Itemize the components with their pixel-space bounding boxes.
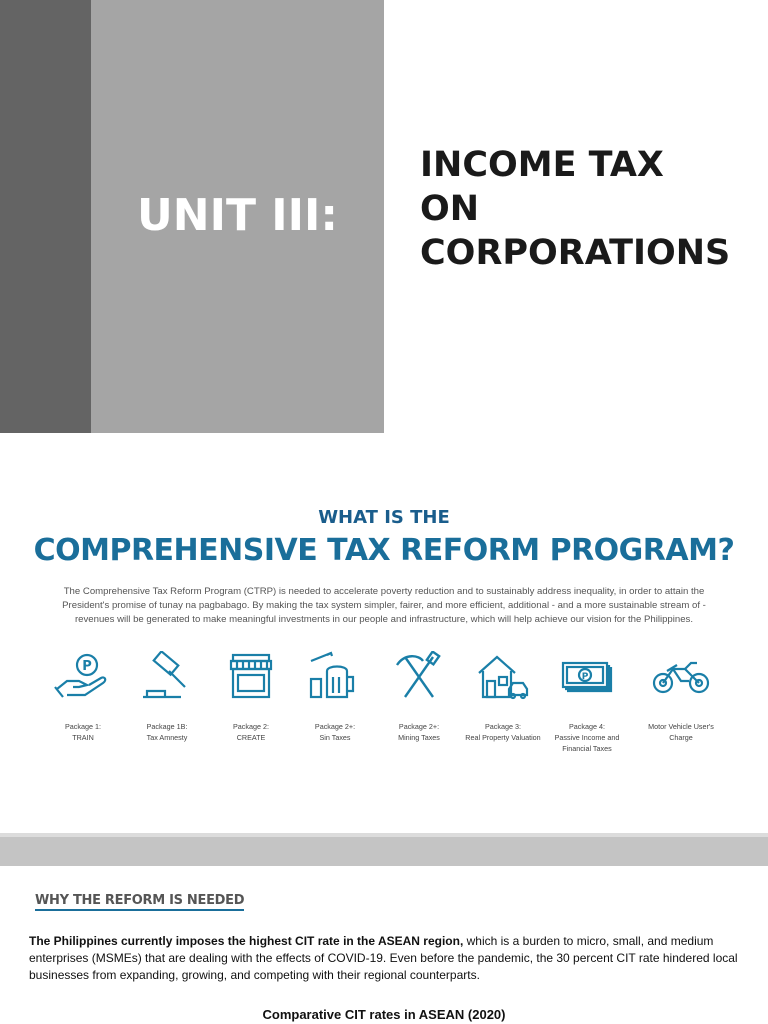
package-line1: Package 2: (233, 722, 269, 731)
package-line1: Package 1: (65, 722, 101, 731)
package-line1: Package 2+: (314, 722, 356, 731)
slide-title (420, 143, 730, 275)
body-bold: The Philippines currently imposes the highest CIT rate in the ASEAN region, (29, 934, 464, 948)
package-real-property (460, 651, 546, 743)
title-line-3: CORPORATIONS (420, 233, 731, 273)
svg-text:P: P (82, 659, 92, 674)
package-mining-taxes (376, 651, 462, 743)
heading-small: WHAT IS THE (318, 507, 450, 528)
package-motor-vehicle (638, 651, 724, 743)
ctrp-slide (0, 433, 768, 833)
storefront-icon (221, 651, 281, 703)
package-line1: Package 2+: (398, 722, 440, 731)
title-slide (0, 0, 768, 433)
heading-large: COMPREHENSIVE TAX REFORM PROGRAM? (33, 533, 735, 568)
package-line2: Mining Taxes (398, 733, 440, 742)
body-rest: which is a burden to micro, small, and medium enterprises (MSMEs) that are dealing with the effects of COVID-19. Even before the pandemic, the 30 percent CIT rate hindered local businesses from expanding, growing, and competing with their regional counterparts. (29, 934, 738, 982)
package-line2: Real Property Valuation (465, 733, 541, 742)
package-line1: Package 1B: (146, 722, 188, 731)
package-line2: Passive Income and Financial Taxes (554, 733, 620, 753)
package-icons (40, 651, 730, 761)
title-line-2: ON (420, 189, 480, 229)
package-line1: Motor Vehicle User's (648, 722, 714, 731)
package-train (40, 651, 126, 743)
chart-caption: Comparative CIT rates in ASEAN (2020) (262, 1007, 506, 1022)
banknote-icon (557, 651, 617, 703)
unit-label: UNIT III: (137, 190, 338, 241)
package-passive-income (544, 651, 630, 754)
package-tax-amnesty (124, 651, 210, 743)
slide-divider (0, 833, 768, 866)
package-line2: Charge (669, 733, 693, 742)
package-line2: Sin Taxes (319, 733, 351, 742)
package-line2: Tax Amnesty (146, 733, 188, 742)
package-line2: TRAIN (72, 733, 94, 742)
dark-side-bar (0, 0, 91, 433)
reform-body-text (29, 933, 754, 984)
package-line2: CREATE (236, 733, 266, 742)
package-sin-taxes (292, 651, 378, 743)
motorcycle-icon (651, 651, 711, 703)
gavel-icon (137, 651, 197, 703)
package-line1: Package 3: (485, 722, 521, 731)
section-title: WHY THE REFORM IS NEEDED (35, 893, 244, 911)
package-line1: Package 4: (569, 722, 605, 731)
pickaxe-shovel-icon (389, 651, 449, 703)
package-create (208, 651, 294, 743)
house-car-icon (473, 651, 533, 703)
svg-text:P: P (581, 672, 589, 682)
hand-coin-icon (53, 651, 113, 703)
cigarette-beer-icon (305, 651, 365, 703)
ctrp-description: The Comprehensive Tax Reform Program (CTRP) is needed to accelerate poverty reduction and to sustainably address inequality, in order to attain the President's promise of tunay na pagbabago. By making the tax system simpler, fairer, and more efficient, additional - and a more sustainable stream of - revenues will be generated to make meaningful investments in our people and infrastructure, which will help achieve our vision for the Philippines. (62, 586, 706, 625)
title-line-1: INCOME TAX (420, 145, 664, 185)
